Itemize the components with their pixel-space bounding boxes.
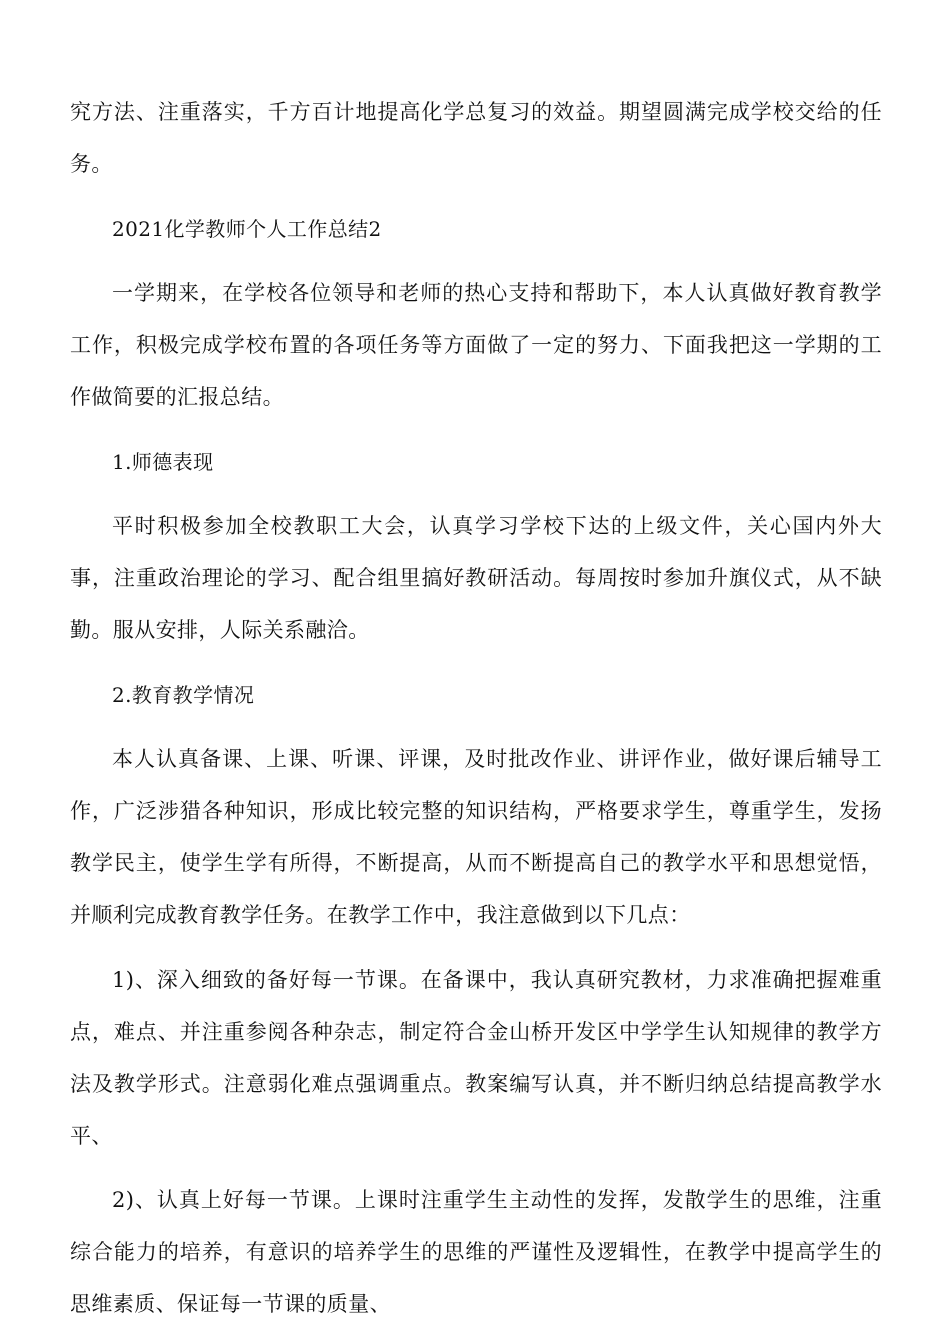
paragraph-continuation: 究方法、注重落实，千方百计地提高化学总复习的效益。期望圆满完成学校交给的任务。 — [70, 100, 882, 176]
paragraph-intro: 一学期来，在学校各位领导和老师的热心支持和帮助下，本人认真做好教育教学工作，积极完成学校布置的各项任务等方面做了一定的努力、下面我把这一学期的工作做简要的汇报总结。 — [70, 281, 882, 409]
section-heading-ethics: 1.师德表现 — [112, 449, 214, 474]
paragraph-point-1: 1)、深入细致的备好每一节课。在备课中，我认真研究教材，力求准确把握难重点，难点、并注重参阅各种杂志，制定符合金山桥开发区中学学生认知规律的教学方法及教学形式。注意弱化难点强调重点。教案编写认真，并不断归纳总结提高教学水平、 — [70, 967, 882, 1148]
paragraph-teaching: 本人认真备课、上课、听课、评课，及时批改作业、讲评作业，做好课后辅导工作，广泛涉猎各种知识，形成比较完整的知识结构，严格要求学生，尊重学生，发扬教学民主，使学生学有所得，不断提高，从而不断提高自己的教学水平和思想觉悟，并顺利完成教育教学任务。在教学工作中，我注意做到以下几点： — [70, 747, 882, 927]
document-page — [70, 86, 882, 1343]
section-heading-teaching: 2.教育教学情况 — [112, 682, 255, 707]
paragraph-point-2: 2)、认真上好每一节课。上课时注重学生主动性的发挥，发散学生的思维，注重综合能力的培养，有意识的培养学生的思维的严谨性及逻辑性，在教学中提高学生的思维素质、保证每一节课的质量、 — [70, 1188, 882, 1316]
document-title: 2021化学教师个人工作总结2 — [112, 216, 382, 241]
paragraph-ethics: 平时积极参加全校教职工大会，认真学习学校下达的上级文件，关心国内外大事，注重政治理论的学习、配合组里搞好教研活动。每周按时参加升旗仪式，从不缺勤。服从安排，人际关系融洽。 — [70, 514, 882, 642]
